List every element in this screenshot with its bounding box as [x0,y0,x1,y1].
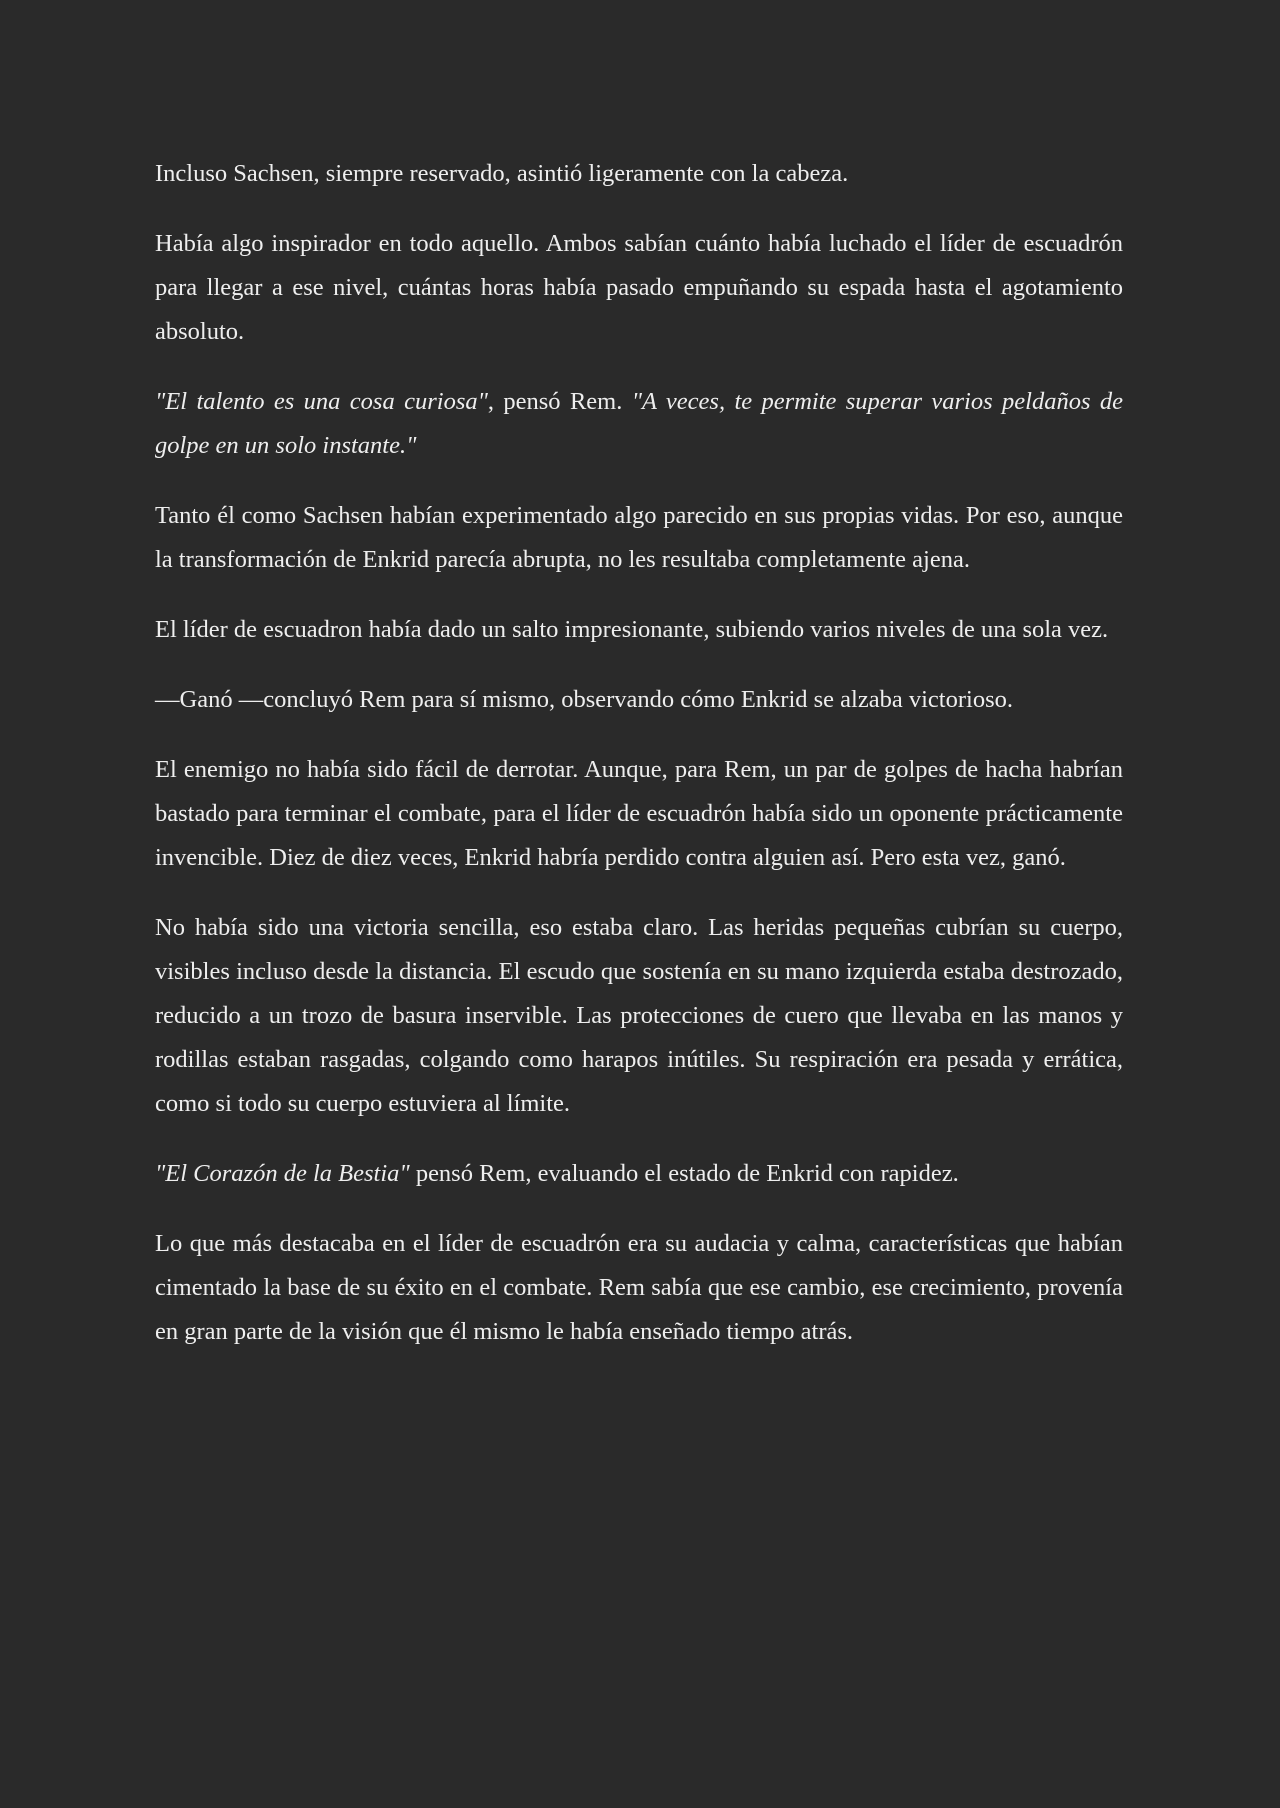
thought-quote: "A veces, te permite superar varios peldaños de golpe en un solo instante." [155,388,1123,459]
paragraph-italic-thought [155,380,1123,468]
narration: , pensó Rem. [487,388,632,415]
narration: pensó Rem, evaluando el estado de Enkrid con rapidez. [409,1160,959,1187]
paragraph: Incluso Sachsen, siempre reservado, asintió ligeramente con la cabeza. [155,160,849,187]
paragraph: Tanto él como Sachsen habían experimentado algo parecido en sus propias vidas. Por eso, aunque la transformación de Enkrid parecía abrupta, no les resultaba completamente ajena. [155,502,1123,573]
thought-quote: "El Corazón de la Bestia" [155,1160,410,1187]
paragraph: El enemigo no había sido fácil de derrotar. Aunque, para Rem, un par de golpes de hacha habrían bastado para terminar el combate, para el líder de escuadrón había sido un oponente prácticamente invencible. Diez de diez veces, Enkrid habría perdido contra alguien así. Pero esta vez, ganó. [155,756,1123,871]
paragraph: Había algo inspirador en todo aquello. Ambos sabían cuánto había luchado el líder de escuadrón para llegar a ese nivel, cuántas horas había pasado empuñando su espada hasta el agotamiento absoluto. [155,230,1123,345]
paragraph: Lo que más destacaba en el líder de escuadrón era su audacia y calma, características que habían cimentado la base de su éxito en el combate. Rem sabía que ese cambio, ese crecimiento, provenía en gran parte de la visión que él mismo le había enseñado tiempo atrás. [155,1230,1123,1345]
paragraph: El líder de escuadron había dado un salto impresionante, subiendo varios niveles de una sola vez. [155,616,1109,643]
thought-quote: "El talento es una cosa curiosa" [155,388,488,415]
paragraph-italic-thought [155,1152,1123,1196]
document-page [155,152,1123,1380]
paragraph-dialogue: —Ganó —concluyó Rem para sí mismo, observando cómo Enkrid se alzaba victorioso. [155,686,1013,713]
paragraph: No había sido una victoria sencilla, eso estaba claro. Las heridas pequeñas cubrían su cuerpo, visibles incluso desde la distancia. El escudo que sostenía en su mano izquierda estaba destrozado, reducido a un trozo de basura inservible. Las protecciones de cuero que llevaba en las manos y rodillas estaban rasgadas, colgando como harapos inútiles. Su respiración era pesada y errática, como si todo su cuerpo estuviera al límite. [155,914,1123,1117]
